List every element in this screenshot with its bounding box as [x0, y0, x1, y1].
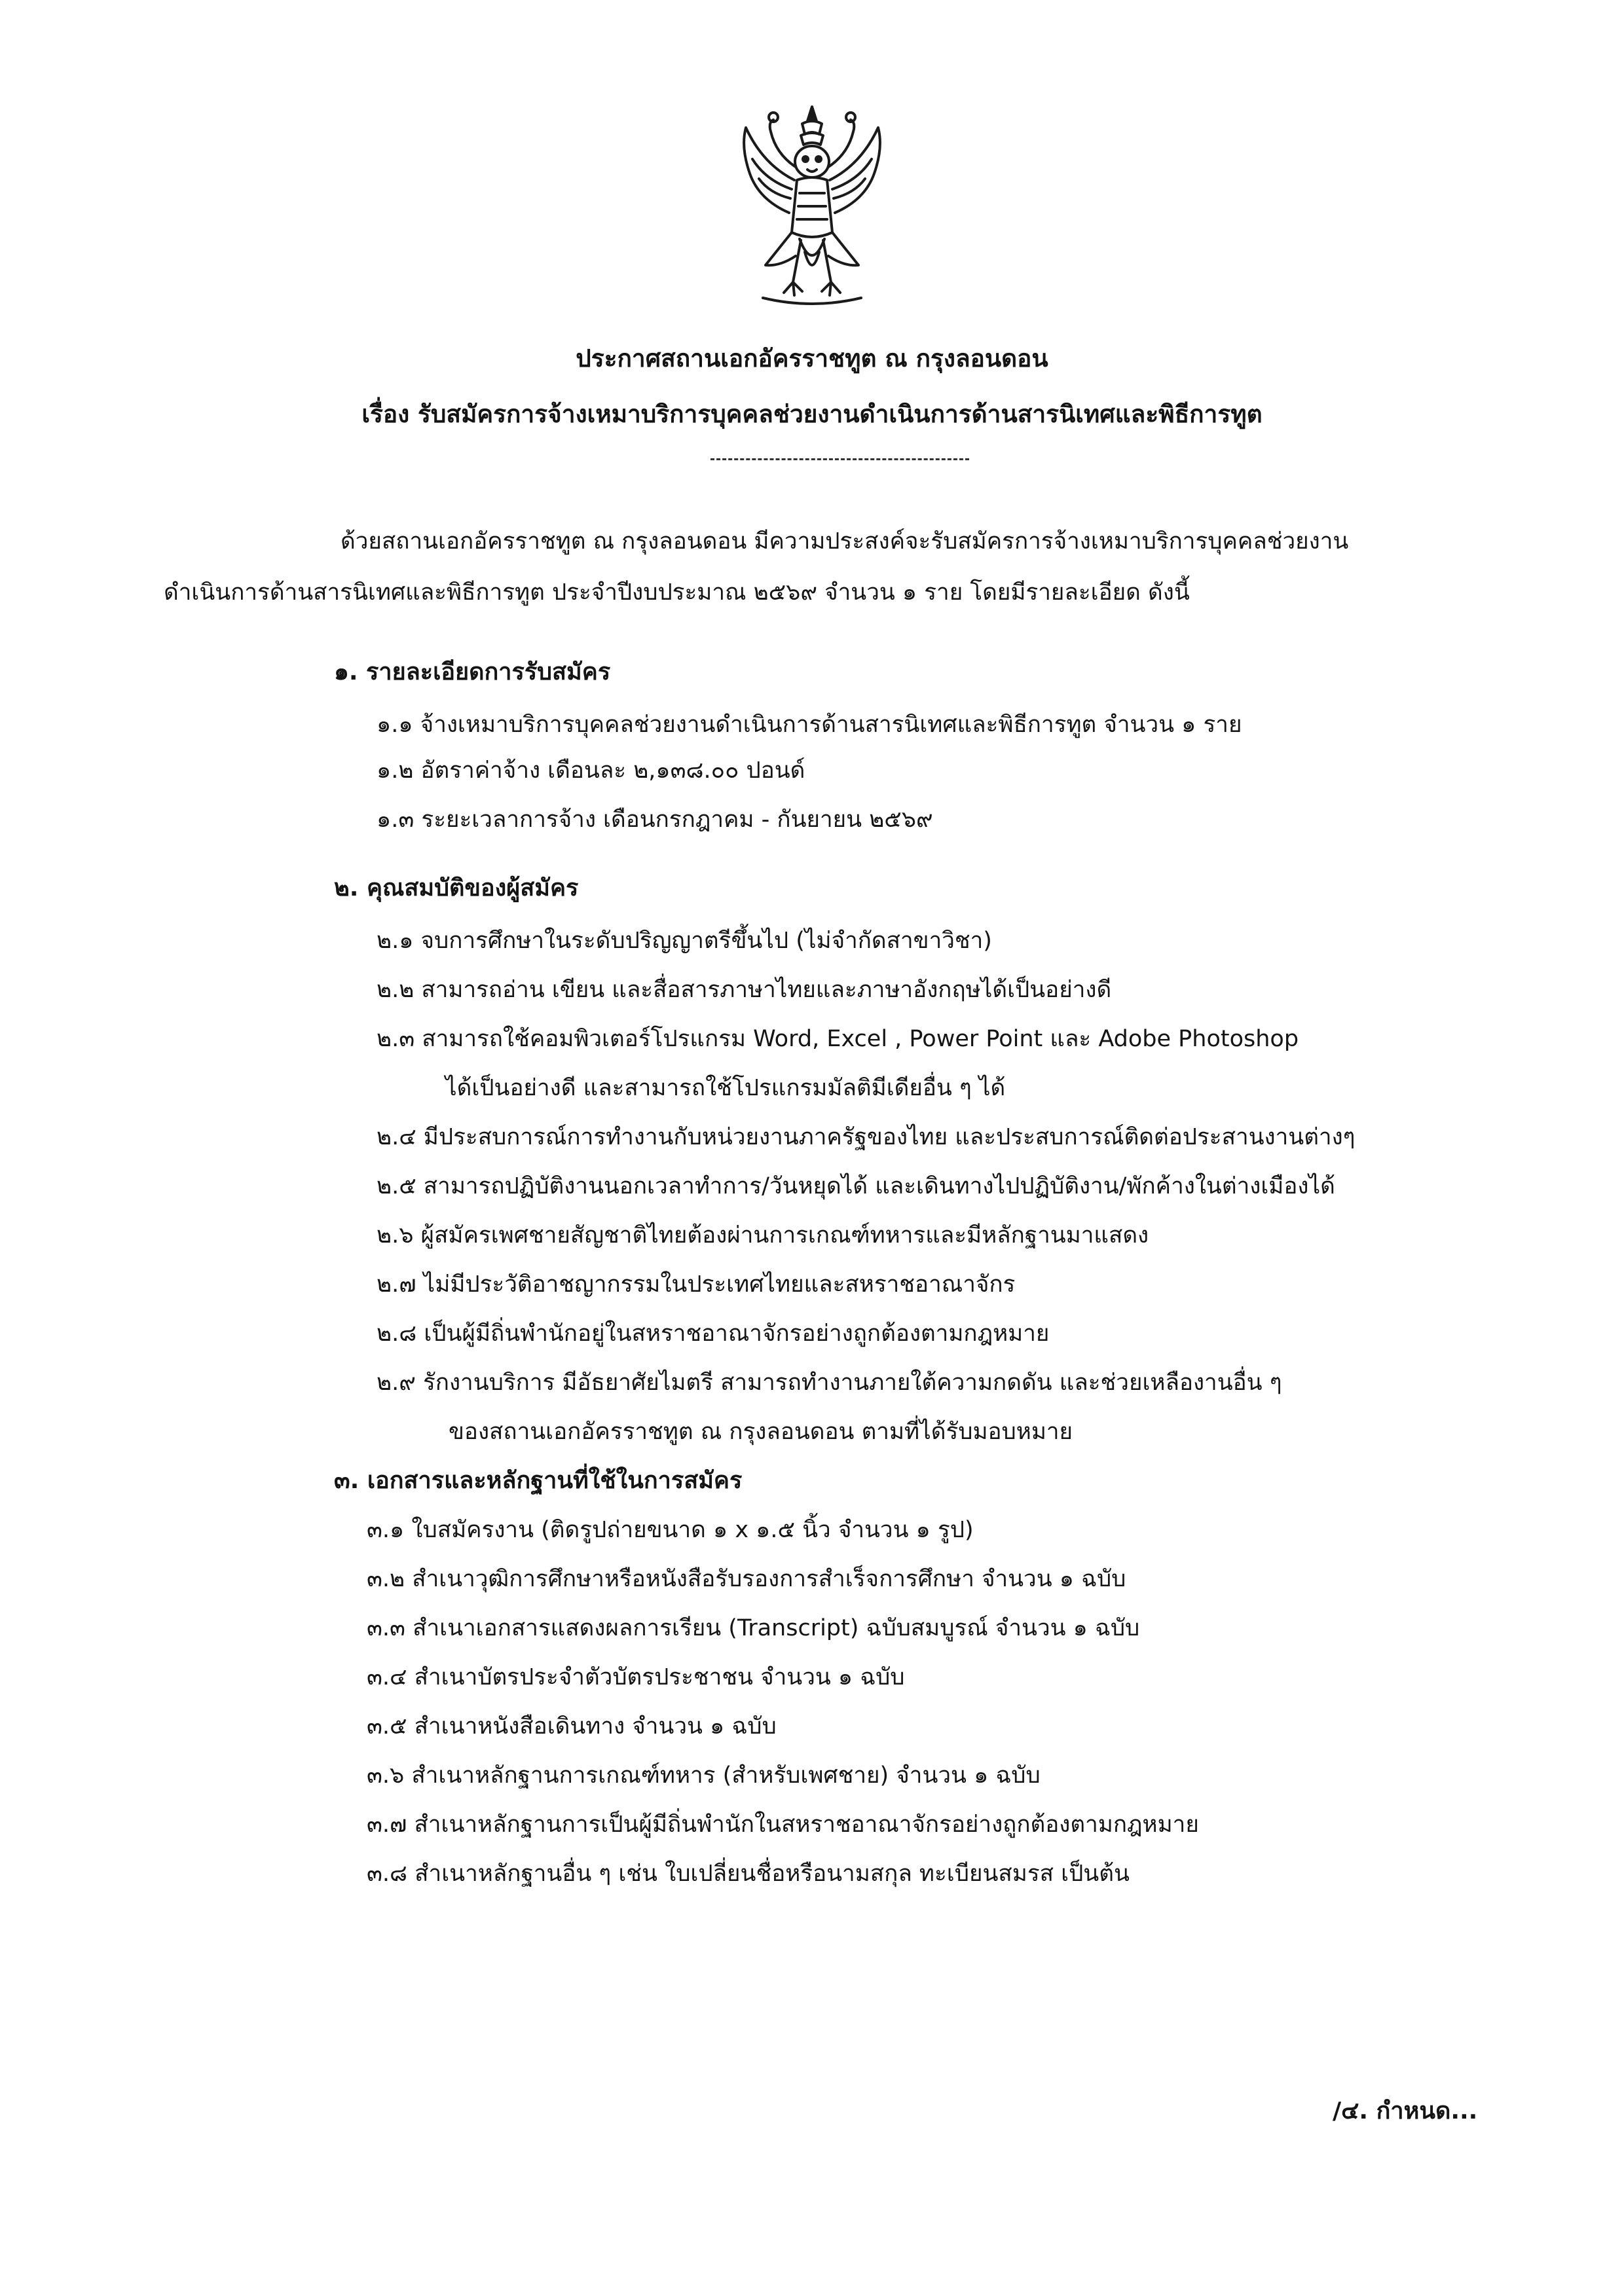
section-3-item: ๓.๔ สำเนาบัตรประจำตัวบัตรประชาชน จำนวน ๑ ฉบับ: [367, 1664, 905, 1690]
section-2-item: ๒.๕ สามารถปฏิบัติงานนอกเวลาทำการ/วันหยุดได้ และเดินทางไปปฏิบัติงาน/พักค้างในต่างเมืองได้: [377, 1173, 1335, 1199]
section-3-item: ๓.๕ สำเนาหนังสือเดินทาง จำนวน ๑ ฉบับ: [367, 1713, 777, 1740]
section-2-item: ๒.๖ ผู้สมัครเพศชายสัญชาติไทยต้องผ่านการเกณฑ์ทหารและมีหลักฐานมาแสดง: [377, 1222, 1149, 1248]
section-2-item-continued: ได้เป็นอย่างดี และสามารถใช้โปรแกรมมัลติมีเดียอื่น ๆ ได้: [445, 1075, 1006, 1101]
section-3-item: ๓.๓ สำเนาเอกสารแสดงผลการเรียน (Transcript) ฉบับสมบูรณ์ จำนวน ๑ ฉบับ: [367, 1615, 1140, 1641]
section-2-item: ๒.๔ มีประสบการณ์การทำงานกับหน่วยงานภาครัฐของไทย และประสบการณ์ติดต่อประสานงานต่างๆ: [377, 1124, 1356, 1150]
garuda-emblem: [737, 101, 887, 318]
intro-line-1: ด้วยสถานเอกอัครราชทูต ณ กรุงลอนดอน มีความประสงค์จะรับสมัครการจ้างเหมาบริการบุคคลช่วยงาน: [341, 528, 1349, 555]
section-1-heading: ๑. รายละเอียดการรับสมัคร: [334, 659, 611, 685]
section-2-item: ๒.๙ รักงานบริการ มีอัธยาศัยไมตรี สามารถทำงานภายใต้ความกดดัน และช่วยเหลืองานอื่น ๆ: [377, 1370, 1282, 1396]
title-divider: [710, 458, 969, 460]
section-3-item: ๓.๒ สำเนาวุฒิการศึกษาหรือหนังสือรับรองการสำเร็จการศึกษา จำนวน ๑ ฉบับ: [367, 1566, 1126, 1592]
intro-line-2: ดำเนินการด้านสารนิเทศและพิธีการทูต ประจำปีงบประมาณ ๒๕๖๙ จำนวน ๑ ราย โดยมีรายละเอียด ดังนี้: [164, 579, 1190, 606]
section-3-item: ๓.๑ ใบสมัครงาน (ติดรูปถ่ายขนาด ๑ x ๑.๕ นิ้ว จำนวน ๑ รูป): [367, 1517, 974, 1543]
section-2-item-continued: ของสถานเอกอัครราชทูต ณ กรุงลอนดอน ตามที่ได้รับมอบหมาย: [449, 1419, 1073, 1445]
section-1-item: ๑.๒ อัตราค่าจ้าง เดือนละ ๒,๑๓๘.๐๐ ปอนด์: [377, 757, 805, 784]
section-1-item: ๑.๓ ระยะเวลาการจ้าง เดือนกรกฎาคม - กันยายน ๒๕๖๙: [377, 807, 933, 833]
section-3-item: ๓.๗ สำเนาหลักฐานการเป็นผู้มีถิ่นพำนักในสหราชอาณาจักรอย่างถูกต้องตามกฎหมาย: [367, 1812, 1199, 1838]
page-continuation: /๔. กำหนด...: [1333, 2098, 1478, 2124]
section-3-item: ๓.๖ สำเนาหลักฐานการเกณฑ์ทหาร (สำหรับเพศชาย) จำนวน ๑ ฉบับ: [367, 1762, 1041, 1789]
section-2-item: ๒.๘ เป็นผู้มีถิ่นพำนักอยู่ในสหราชอาณาจักรอย่างถูกต้องตามกฎหมาย: [377, 1321, 1050, 1347]
announcement-title: ประกาศสถานเอกอัครราชทูต ณ กรุงลอนดอน: [576, 344, 1048, 373]
section-1-item: ๑.๑ จ้างเหมาบริการบุคคลช่วยงานดำเนินการด้านสารนิเทศและพิธีการทูต จำนวน ๑ ราย: [377, 712, 1242, 738]
section-2-item: ๒.๗ ไม่มีประวัติอาชญากรรมในประเทศไทยและสหราชอาณาจักร: [377, 1271, 1016, 1298]
section-2-item: ๒.๓ สามารถใช้คอมพิวเตอร์โปรแกรม Word, Excel , Power Point และ Adobe Photoshop: [377, 1026, 1299, 1052]
section-2-item: ๒.๑ จบการศึกษาในระดับปริญญาตรีขึ้นไป (ไม่จำกัดสาขาวิชา): [377, 928, 992, 954]
section-3-heading: ๓. เอกสารและหลักฐานที่ใช้ในการสมัคร: [334, 1467, 743, 1494]
section-2-item: ๒.๒ สามารถอ่าน เขียน และสื่อสารภาษาไทยและภาษาอังกฤษได้เป็นอย่างดี: [377, 977, 1112, 1003]
section-3-item: ๓.๘ สำเนาหลักฐานอื่น ๆ เช่น ใบเปลี่ยนชื่อหรือนามสกุล ทะเบียนสมรส เป็นต้น: [367, 1861, 1130, 1887]
section-2-heading: ๒. คุณสมบัติของผู้สมัคร: [334, 875, 579, 902]
announcement-subject: เรื่อง รับสมัครการจ้างเหมาบริการบุคคลช่วยงานดำเนินการด้านสารนิเทศและพิธีการทูต: [361, 400, 1263, 428]
